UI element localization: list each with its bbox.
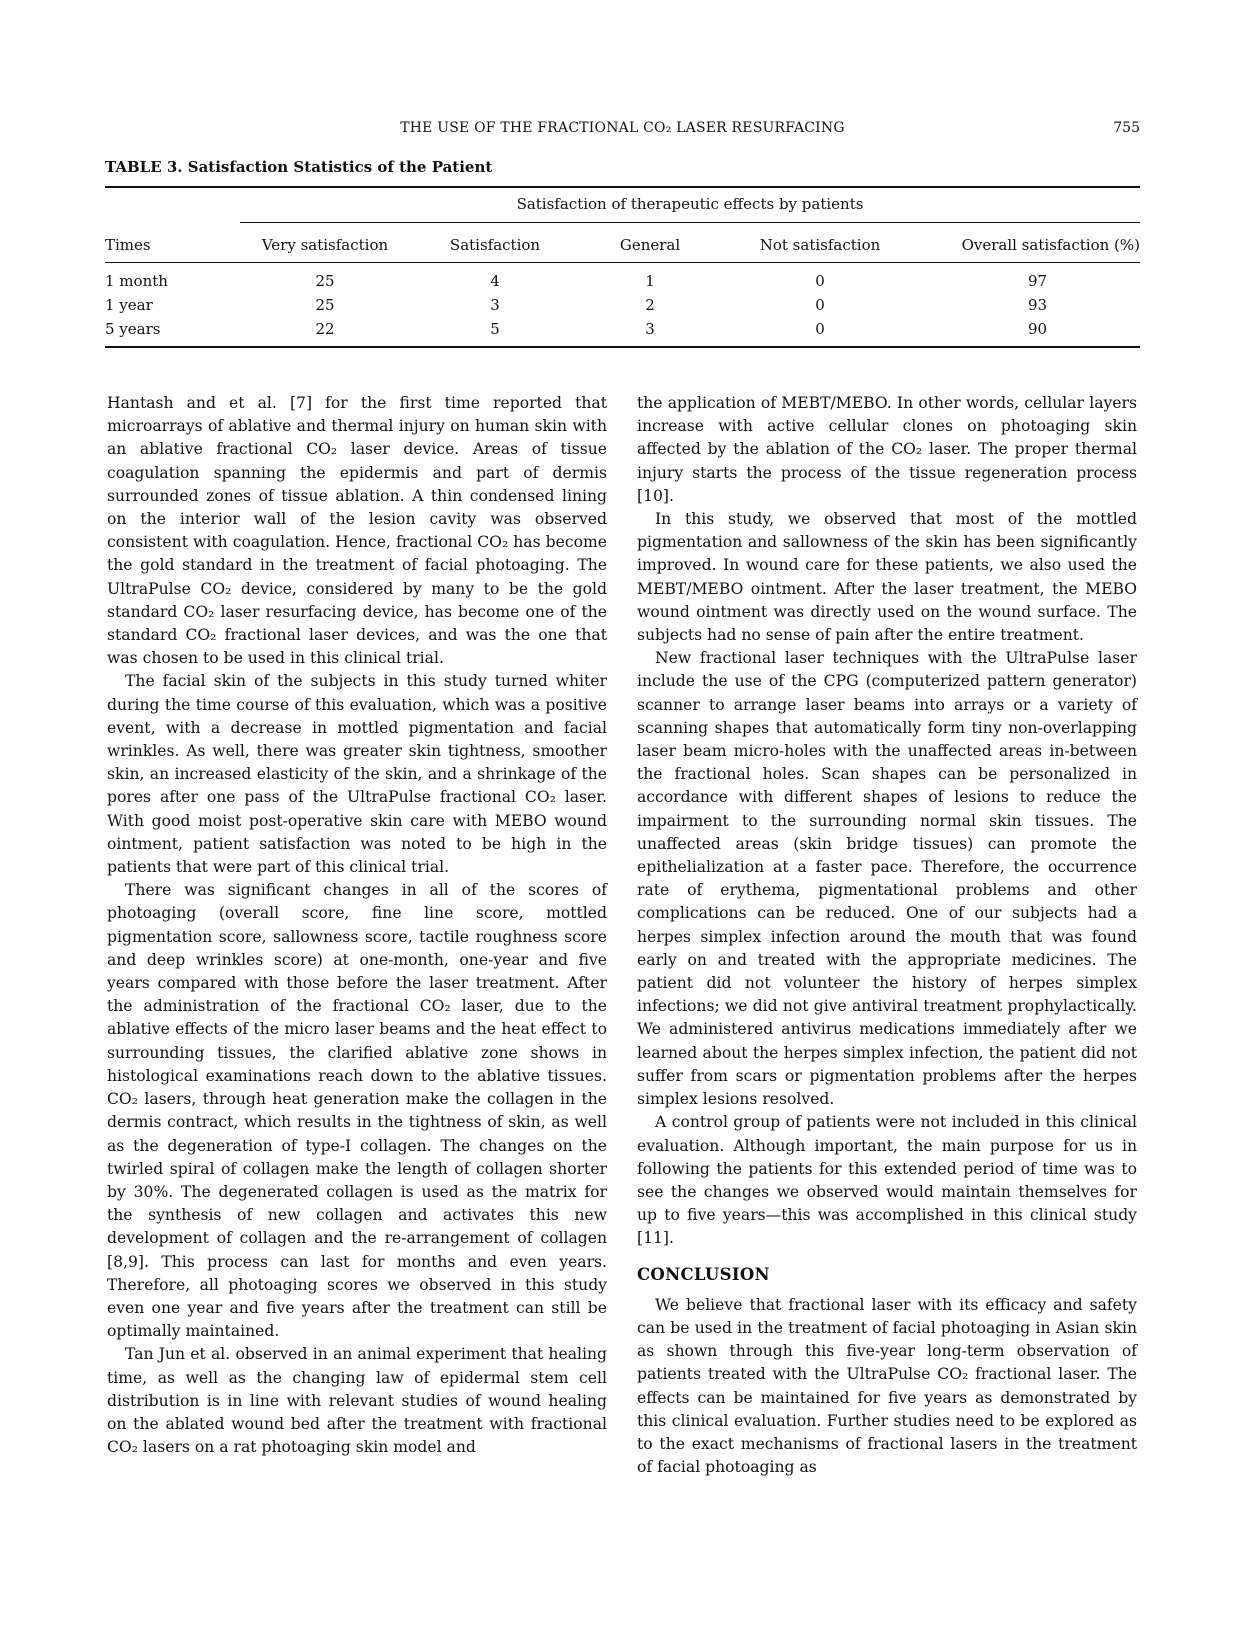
paragraph: In this study, we observed that most of the mottled pigmentation and sallowness of the skin has been significantly improved. In wound care for these patients, we also used the MEBT/MEBO ointment. After the laser treatment, the MEBO wound ointment was directly used on the wound surface. The subjects had no sense of pain after the entire treatment. — [637, 510, 1137, 645]
table-group-header: Satisfaction of therapeutic effects by patients — [516, 195, 864, 213]
table-cell: 25 — [315, 272, 335, 290]
table-cell: 1 year — [105, 296, 153, 314]
table-cell: 97 — [1027, 272, 1048, 290]
table-cell: 0 — [815, 272, 825, 290]
table-cell: 22 — [315, 320, 335, 338]
table-cell: 2 — [645, 296, 655, 314]
header-very-satisfaction: Very satisfaction — [261, 236, 389, 254]
left-column — [107, 392, 607, 1459]
table-top-rule — [105, 186, 1140, 188]
table-cell: 4 — [490, 272, 500, 290]
header-general: General — [619, 236, 681, 254]
header-times: Times — [105, 236, 151, 254]
page-number: 755 — [1113, 120, 1140, 136]
running-head — [105, 120, 1140, 142]
paragraph: A control group of patients were not included in this clinical evaluation. Although important, the main purpose for us in following the patients for this extended period of time was to see the changes we observed would maintain themselves for up to five years—this was accomplished in this clinical study [11]. — [637, 1113, 1137, 1248]
table-cell: 1 — [645, 272, 655, 290]
table-cell: 93 — [1027, 296, 1048, 314]
paragraph: The facial skin of the subjects in this study turned whiter during the time course of this evaluation, which was a positive event, with a decrease in mottled pigmentation and facial wrinkles. As well, there was greater skin tightness, smoother skin, an increased elasticity of the skin, and a shrinkage of the pores after one pass of the UltraPulse fractional CO₂ laser. With good moist post-operative skin care with MEBO wound ointment, patient satisfaction was noted to be high in the patients that were part of this clinical trial. — [107, 672, 607, 877]
table-cell: 5 — [490, 320, 500, 338]
table-group-rule — [240, 222, 1140, 223]
section-heading: CONCLUSION — [637, 1264, 770, 1284]
table-cell: 0 — [815, 296, 825, 314]
table-cell: 5 years — [105, 320, 161, 338]
table-bottom-rule — [105, 346, 1140, 348]
table-caption: TABLE 3. Satisfaction Statistics of the Patient — [105, 158, 493, 176]
header-satisfaction: Satisfaction — [449, 236, 541, 254]
table-cell: 90 — [1027, 320, 1048, 338]
paragraph: There was significant changes in all of the scores of photoaging (overall score, fine line score, mottled pigmentation score, sallowness score, tactile roughness score and deep wrinkles score) at one-month, one-year and five years compared with those before the laser treatment. After the administration of the fractional CO₂ laser, due to the ablative effects of the micro laser beams and the heat effect to surrounding tissues, the clarified ablative zone shows in histological examinations reach down to the ablative tissues. CO₂ lasers, through heat generation make the collagen in the dermis contract, which results in the tightness of skin, as well as the degeneration of type-I collagen. The changes on the twirled spiral of collagen make the length of collagen shorter by 30%. The degenerated collagen is used as the matrix for the synthesis of new collagen and activates this new development of collagen and the re-arrangement of collagen [8,9]. This process can last for months and even years. Therefore, all photoaging scores we observed in this study even one year and five years after the treatment can still be optimally maintained. — [107, 881, 607, 1341]
right-column — [637, 392, 1137, 1479]
table-cell: 3 — [490, 296, 500, 314]
header-not-satisfaction: Not satisfaction — [759, 236, 881, 254]
table-header-rule — [105, 262, 1140, 263]
paragraph: New fractional laser techniques with the UltraPulse laser include the use of the CPG (computerized pattern generator) scanner to arrange laser beams into arrays or a variety of scanning shapes that automatically form tiny non-overlapping laser beam micro-holes with the unaffected areas in-between the fractional holes. Scan shapes can be personalized in accordance with different shapes of lesions to reduce the impairment to the surrounding normal skin tissues. The unaffected areas (skin bridge tissues) can promote the epithelialization at a faster pace. Therefore, the occurrence rate of erythema, pigmentational problems and other complications can be reduced. One of our subjects had a herpes simplex infection around the mouth that was found early on and treated with the appropriate medicines. The patient did not volunteer the history of herpes simplex infections; we did not give antiviral treatment prophylactically. We administered antivirus medications immediately after we learned about the herpes simplex infection, the patient did not suffer from scars or pigmentation problems after the herpes simplex lesions resolved. — [637, 649, 1137, 1109]
table-cell: 3 — [645, 320, 655, 338]
running-title: THE USE OF THE FRACTIONAL CO₂ LASER RESURFACING — [400, 120, 845, 136]
table-cell: 0 — [815, 320, 825, 338]
paragraph: Tan Jun et al. observed in an animal experiment that healing time, as well as the changing law of epidermal stem cell distribution is in line with relevant studies of wound healing on the ablated wound bed after the treatment with fractional CO₂ lasers on a rat photoaging skin model and — [107, 1345, 607, 1457]
paragraph: the application of MEBT/MEBO. In other words, cellular layers increase with active cellular clones on photoaging skin affected by the ablation of the CO₂ laser. The proper thermal injury starts the process of the tissue regeneration process [10]. — [637, 394, 1137, 505]
paragraph: Hantash and et al. [7] for the first time reported that microarrays of ablative and thermal injury on human skin with an ablative fractional CO₂ laser device. Areas of tissue coagulation spanning the epidermis and part of dermis surrounded zones of tissue ablation. A thin condensed lining on the interior wall of the lesion cavity was observed consistent with coagulation. Hence, fractional CO₂ has become the gold standard in the treatment of facial photoaging. The UltraPulse CO₂ device, considered by many to be the gold standard CO₂ laser resurfacing device, has become one of the standard CO₂ fractional laser devices, and was the one that was chosen to be used in this clinical trial. — [107, 394, 607, 668]
table-cell: 25 — [315, 296, 335, 314]
paragraph: We believe that fractional laser with its efficacy and safety can be used in the treatment of facial photoaging in Asian skin as shown through this five-year long-term observation of patients treated with the UltraPulse CO₂ fractional laser. The effects can be maintained for five years as demonstrated by this clinical evaluation. Further studies need to be explored as to the exact mechanisms of fractional lasers in the treatment of facial photoaging as — [637, 1295, 1137, 1477]
header-overall-satisfaction: Overall satisfaction (%) — [961, 236, 1140, 254]
table-cell: 1 month — [105, 272, 168, 290]
